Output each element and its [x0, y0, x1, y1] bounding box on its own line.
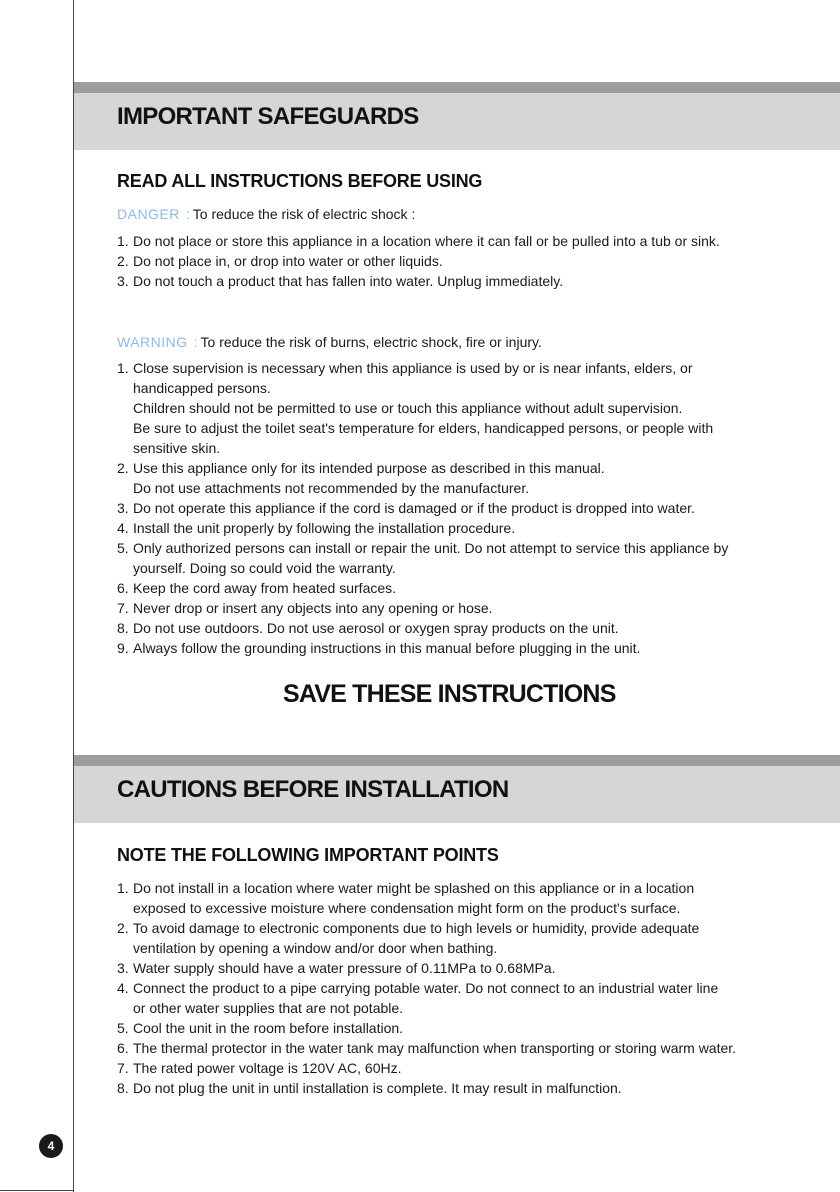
item-text: Keep the cord away from heated surfaces.	[133, 580, 397, 596]
item-text: yourself. Doing so could void the warranty.	[133, 560, 396, 576]
item-number: 3.	[117, 960, 129, 976]
left-margin-rule	[73, 0, 74, 1192]
danger-line	[117, 206, 415, 222]
page-number-badge: 4	[39, 1134, 63, 1158]
warning-colon: :	[193, 334, 198, 350]
list-item	[117, 958, 807, 978]
item-text: To avoid damage to electronic components due to high levels or humidity, provide adequate	[133, 920, 700, 936]
list-item	[117, 538, 807, 558]
safeguards-title: IMPORTANT SAFEGUARDS	[117, 103, 419, 130]
safeguards-header-band	[74, 82, 840, 150]
item-text: Cool the unit in the room before installation.	[133, 1020, 404, 1036]
danger-label: DANGER	[117, 206, 180, 222]
warning-text: To reduce the risk of burns, electric shock, fire or injury.	[200, 334, 542, 350]
cautions-header-band	[74, 755, 840, 823]
item-text: Do not install in a location where water might be splashed on this appliance or in a location	[133, 880, 695, 896]
header-stripe	[74, 755, 840, 766]
item-number: 8.	[117, 1080, 129, 1096]
warning-label: WARNING	[117, 334, 188, 350]
danger-colon: :	[185, 206, 190, 222]
list-item	[117, 518, 807, 538]
item-text: Be sure to adjust the toilet seat's temperature for elders, handicapped persons, or people with	[133, 420, 714, 436]
item-text: Do not operate this appliance if the cord is damaged or if the product is dropped into water.	[133, 500, 695, 516]
item-text: exposed to excessive moisture where condensation might form on the product's surface.	[133, 900, 681, 916]
list-item	[117, 1018, 807, 1038]
item-text: Water supply should have a water pressure of 0.11MPa to 0.68MPa.	[133, 960, 556, 976]
item-number: 4.	[117, 980, 129, 996]
list-item	[117, 1078, 807, 1098]
item-text: Always follow the grounding instructions in this manual before plugging in the unit.	[133, 640, 641, 656]
item-number: 3.	[117, 500, 129, 516]
read-instructions-heading: READ ALL INSTRUCTIONS BEFORE USING	[117, 171, 483, 191]
list-item-continuation	[117, 998, 807, 1018]
list-item	[117, 918, 807, 938]
item-text: Do not place or store this appliance in a location where it can fall or be pulled into a tub or sink.	[133, 233, 720, 249]
item-number: 1.	[117, 360, 129, 376]
list-item	[117, 458, 807, 478]
list-item-continuation	[117, 438, 807, 458]
item-number: 1.	[117, 233, 129, 249]
item-number: 1.	[117, 880, 129, 896]
item-text: The rated power voltage is 120V AC, 60Hz.	[133, 1060, 402, 1076]
danger-text: To reduce the risk of electric shock :	[192, 206, 416, 222]
item-number: 4.	[117, 520, 129, 536]
caution-list	[117, 878, 807, 1098]
cautions-title: CAUTIONS BEFORE INSTALLATION	[117, 776, 509, 803]
item-number: 7.	[117, 600, 129, 616]
item-text: Do not place in, or drop into water or other liquids.	[133, 253, 443, 269]
item-text: sensitive skin.	[133, 440, 221, 456]
item-text: Use this appliance only for its intended purpose as described in this manual.	[133, 460, 605, 476]
item-text: Close supervision is necessary when this appliance is used by or is near infants, elders, or	[133, 360, 693, 376]
header-stripe	[74, 82, 840, 93]
list-item	[117, 251, 807, 271]
item-number: 6.	[117, 1040, 129, 1056]
warning-line	[117, 334, 542, 350]
item-text: The thermal protector in the water tank may malfunction when transporting or storing warm water.	[133, 1040, 737, 1056]
bottom-margin-rule	[0, 1190, 74, 1191]
item-text: Connect the product to a pipe carrying potable water. Do not connect to an industrial water line	[133, 980, 719, 996]
item-number: 2.	[117, 253, 129, 269]
list-item	[117, 1058, 807, 1078]
list-item-continuation	[117, 418, 807, 438]
item-text: ventilation by opening a window and/or door when bathing.	[133, 940, 498, 956]
item-text: Only authorized persons can install or repair the unit. Do not attempt to service this appliance by	[133, 540, 729, 556]
item-text: Children should not be permitted to use or touch this appliance without adult supervision.	[133, 400, 683, 416]
list-item-continuation	[117, 398, 807, 418]
item-number: 8.	[117, 620, 129, 636]
item-number: 6.	[117, 580, 129, 596]
item-number: 2.	[117, 460, 129, 476]
item-text: Do not touch a product that has fallen into water. Unplug immediately.	[133, 273, 564, 289]
item-number: 5.	[117, 540, 129, 556]
item-text: Do not plug the unit in until installation is complete. It may result in malfunction.	[133, 1080, 622, 1096]
list-item	[117, 878, 807, 898]
list-item-continuation	[117, 938, 807, 958]
header-body	[74, 766, 840, 823]
item-number: 3.	[117, 273, 129, 289]
list-item	[117, 231, 807, 251]
item-number: 2.	[117, 920, 129, 936]
list-item	[117, 1038, 807, 1058]
warning-list	[117, 358, 807, 658]
list-item-continuation	[117, 378, 807, 398]
list-item	[117, 498, 807, 518]
item-text: Do not use outdoors. Do not use aerosol or oxygen spray products on the unit.	[133, 620, 619, 636]
list-item	[117, 978, 807, 998]
list-item	[117, 598, 807, 618]
header-body	[74, 93, 840, 150]
item-number: 5.	[117, 1020, 129, 1036]
list-item	[117, 638, 807, 658]
list-item	[117, 578, 807, 598]
list-item	[117, 358, 807, 378]
list-item	[117, 271, 807, 291]
item-text: Never drop or insert any objects into any opening or hose.	[133, 600, 493, 616]
item-text: or other water supplies that are not potable.	[133, 1000, 404, 1016]
item-number: 7.	[117, 1060, 129, 1076]
item-text: handicapped persons.	[133, 380, 271, 396]
item-number: 9.	[117, 640, 129, 656]
item-text: Install the unit properly by following the installation procedure.	[133, 520, 516, 536]
danger-list	[117, 231, 807, 291]
item-text: Do not use attachments not recommended by the manufacturer.	[133, 480, 530, 496]
note-points-heading: NOTE THE FOLLOWING IMPORTANT POINTS	[117, 845, 499, 865]
save-instructions-heading: SAVE THESE INSTRUCTIONS	[283, 680, 616, 708]
list-item-continuation	[117, 478, 807, 498]
list-item-continuation	[117, 898, 807, 918]
list-item-continuation	[117, 558, 807, 578]
list-item	[117, 618, 807, 638]
